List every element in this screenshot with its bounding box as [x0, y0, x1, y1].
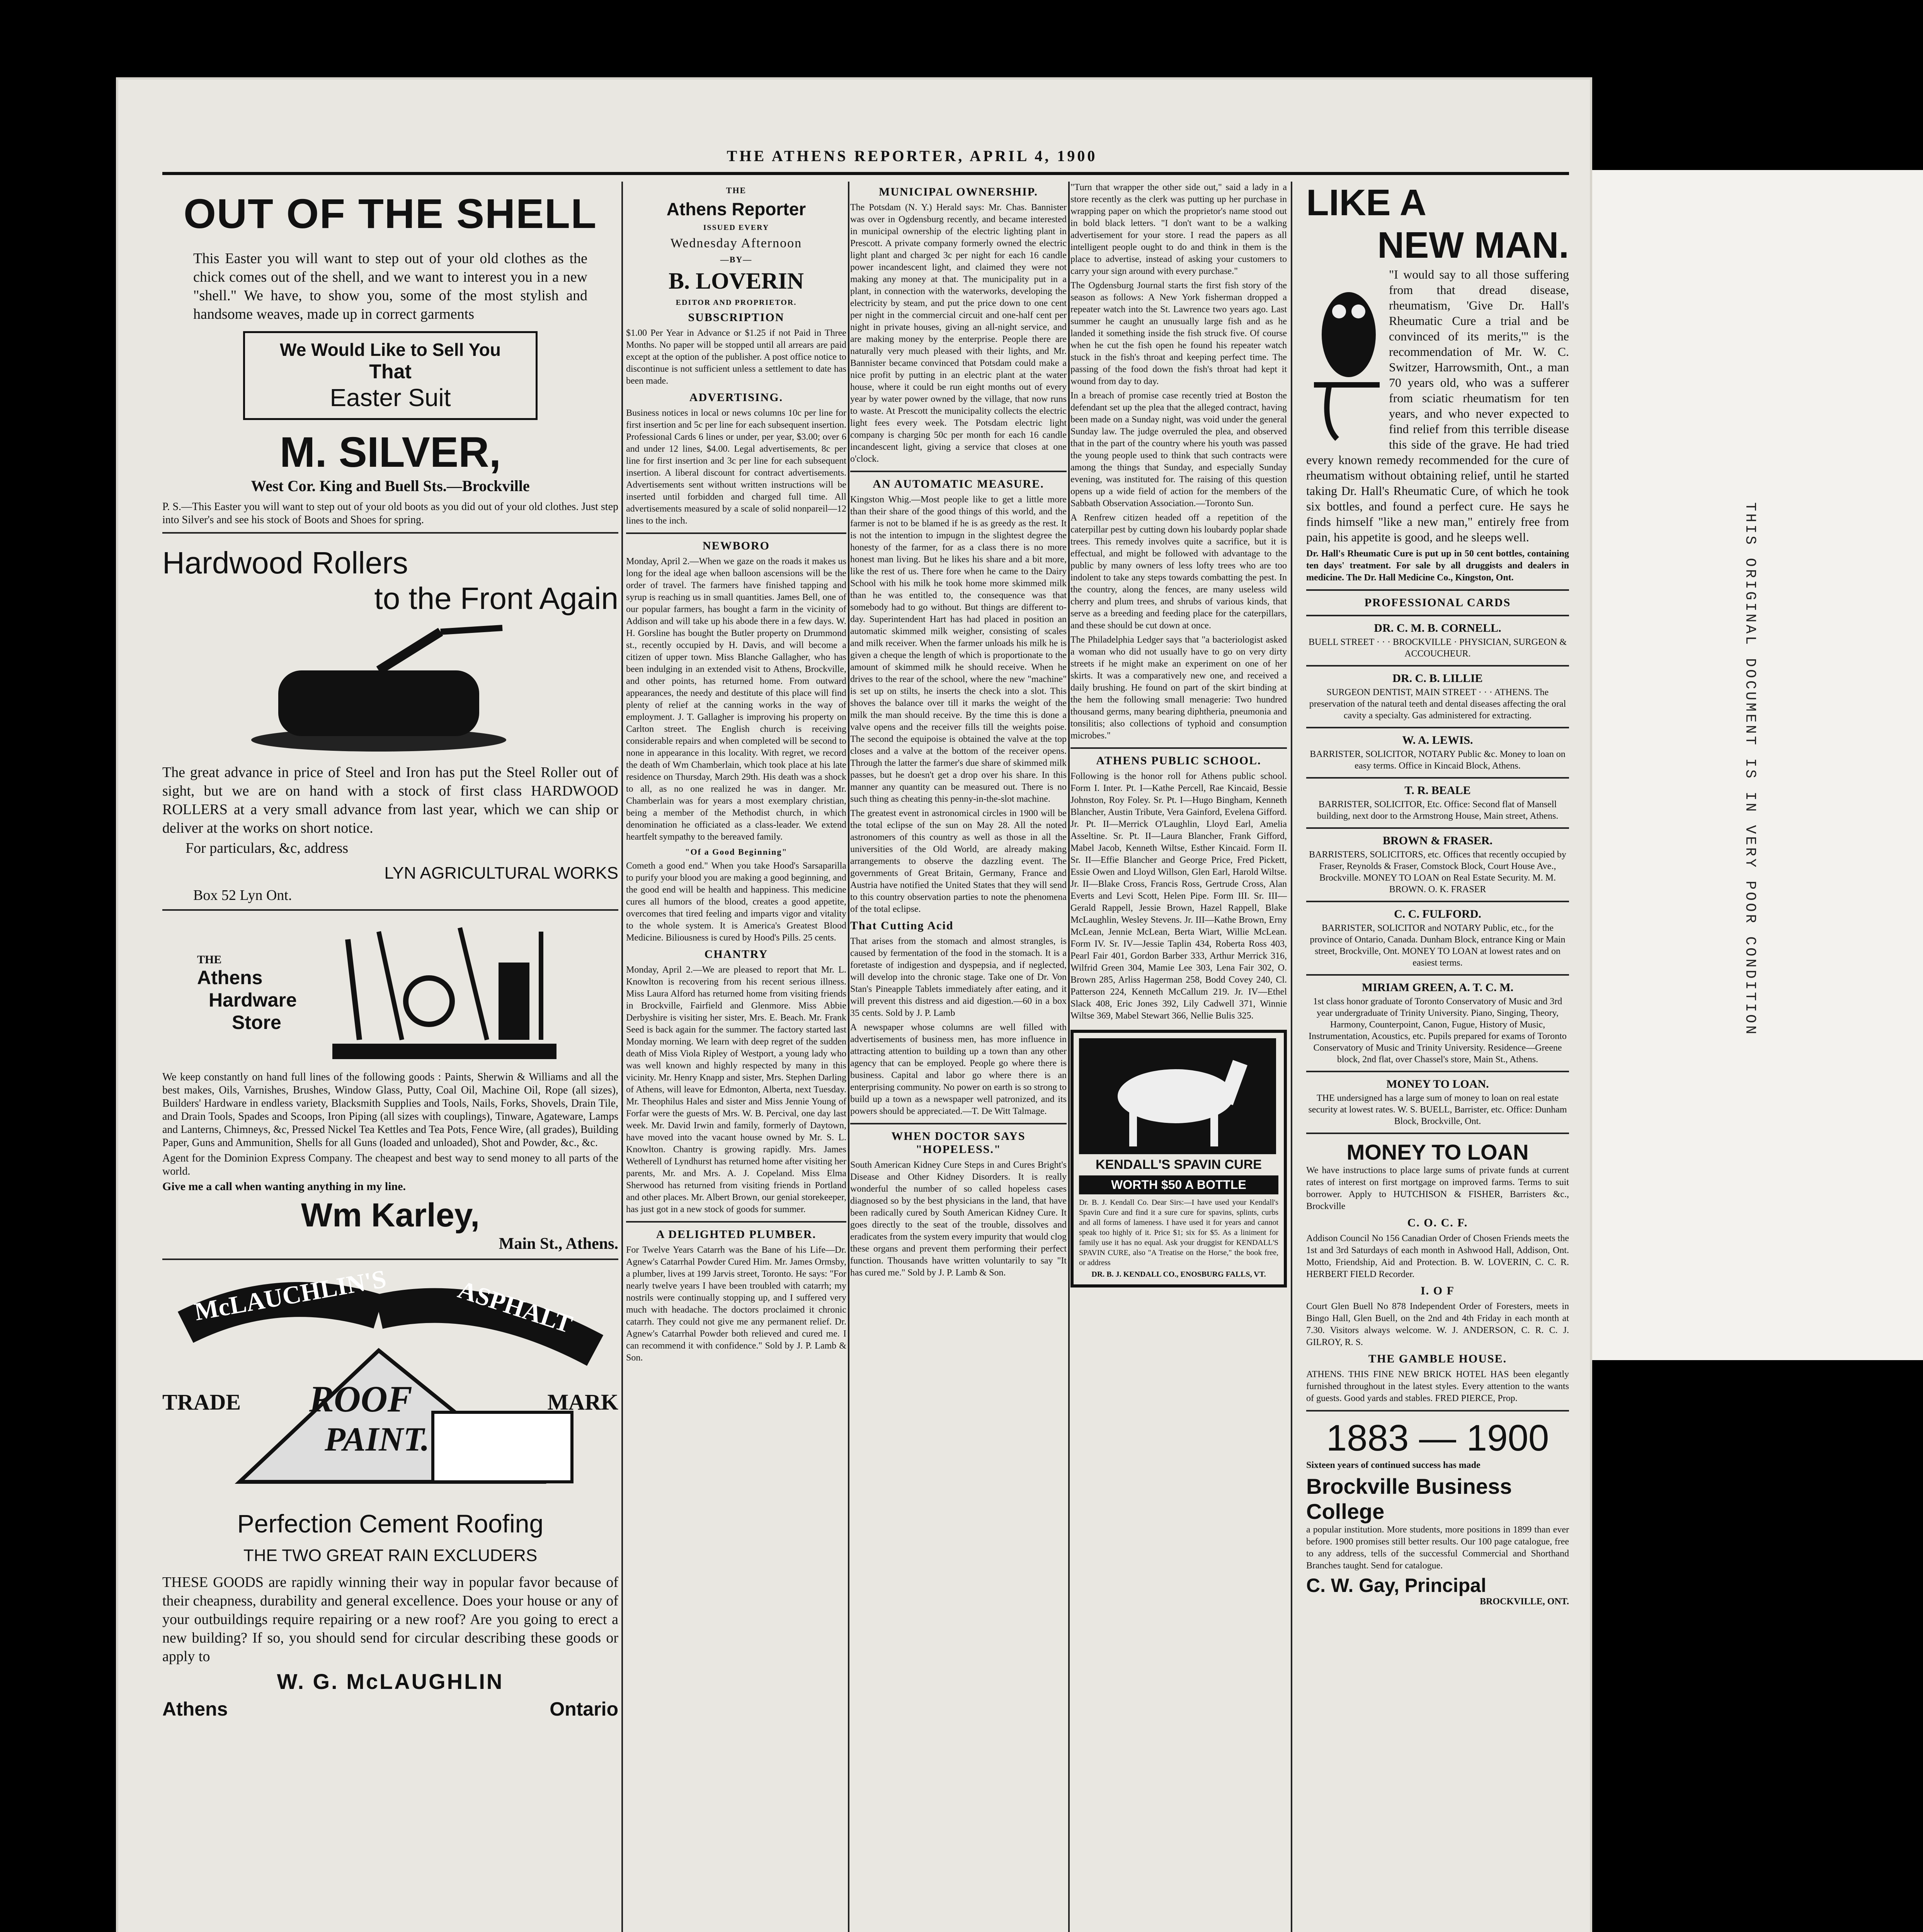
professional-card — [1306, 672, 1569, 728]
card-title: W. A. LEWIS. — [1402, 734, 1473, 747]
hardware-athens: Athens — [197, 967, 263, 988]
rollers-line2: to the Front Again — [374, 581, 618, 616]
divider — [1306, 1133, 1569, 1134]
column-rule — [621, 182, 623, 1932]
chantry-text: Monday, April 2.—We are pleased to report that Mr. L. Knowlton is recovering from his recent serious illness. Miss Laura Alford has returned home from visiting friends in Brockville, Fairfield and Glenmore. Miss Abbie Derbyshire is visiting her sister, Mrs. E. Beach. Mr. Frank Seed is back again for the summer. The factory started last Monday morning. We learn with deep regret of the sudden death of Miss Viola Ripley of Westport, a young lady who was well known and highly respected by many in this vicinity. Mr. Henry Knapp and sister, Mrs. Stephen Darling of Athens, will leave for Edmonton, Alberta, next Tuesday. Mr. Theophilus Hales and sister and Miss Jennie Young of Forfar were the guests of Mrs. W. B. Percival, one day last week. Mr. David Irwin and family, formerly of Daytown, have moved into the vacant house owned by Mr. S. L. Knowlton. Chantry is growing rapidly. Mrs. James Wetherell of Lyndhurst has returned home after visiting her parents, Mr. and Mrs. A. J. Copeland. Miss Elma Sherwood has returned from visiting friends in Portland and other places. Mr. Albert Brown, our genial storekeeper, has just got in a new stock of goods for summer. — [626, 965, 846, 1214]
divider — [162, 909, 618, 911]
newboro-text: Monday, April 2.—When we gaze on the roads it makes us long for the ideal age when balloon ascensions will be the order of travel. The farmers have finished tapping and syrup is reaching us in small quantities. James Bell, one of our popular farmers, has bought a farm in the vicinity of Addison and will take up his abode there in a few days. W. H. Gorsline has bought the Butler property on Drummond st., recently occupied by H. Davis, and will become a citizen of upper town. Miss Blanche Gallagher, who has been indulging in an extended visit to Athens, Brockville, and other points, has returned home. From outward appearances, the needy and destitute of this place will find plenty of relief at the canning works in the way of employment. J. T. Gallagher is improving his property on Carlton street. The English church is receiving considerable repairs and when completed will be second to none in appearance in this locality. With regret, we record the death of Wm Chamberlain, which took place at his late residence on Thursday, March 29th. His death was a shock to all, as no one realized he was in danger. Mr. Chamberlain was for years a most exemplary christian, being a member of the Methodist church, in which denomination he officiated as a class-leader. We extend heartfelt sympathy to the bereaved family. — [626, 556, 846, 842]
kendall-worth: WORTH $50 A BOTTLE — [1079, 1175, 1278, 1194]
new-man-2: NEW MAN. — [1377, 224, 1569, 266]
divider — [162, 1259, 618, 1260]
rollers-text: The great advance in price of Steel and Iron has put the Steel Roller out of sight, but we are on hand with a stock of first class HARDWOOD ROLLERS at a very small advance from last year, which we can ship or deliver at the works on short notice. — [162, 764, 618, 836]
horse-illustration — [1079, 1038, 1276, 1154]
hardware-store: Store — [232, 1012, 281, 1033]
card-detail: 1st class honor graduate of Toronto Conservatory of Music and 3rd year undergraduate of Trinity University. Piano, Singing, Theory, Harmony, Counterpoint, Canon, Fugue, History of Music, Instrumentation, Acoustics, etc. Pupils prepared for exams of Toronto Conservatory of Music and Trinity University. Residence—Greene block, 2nd flat, over Chassel's store, Main St., Athens. — [1309, 997, 1567, 1065]
silver-ps: P. S.—This Easter you will want to step out of your old boots as you did out of your old clothes. Just step into Silver's and see his stock of Boots and Shoes for spring. — [162, 501, 618, 526]
mcl-trade: TRADE — [162, 1389, 241, 1415]
mcl-two: THE TWO GREAT RAIN EXCLUDERS — [243, 1546, 538, 1565]
hardware-block — [162, 916, 618, 1071]
acid-head: That Cutting Acid — [850, 919, 954, 932]
card-title: MONEY TO LOAN. — [1386, 1078, 1489, 1090]
divider — [1306, 901, 1569, 902]
column-4 — [1070, 182, 1287, 1932]
professional-card — [1306, 622, 1569, 667]
divider — [850, 471, 1067, 472]
reporter-the: THE — [726, 185, 747, 195]
card-detail: BUELL STREET · · · BROCKVILLE · PHYSICIAN, SURGEON & ACCOUCHEUR. — [1309, 637, 1567, 659]
column-rule — [1291, 182, 1292, 1932]
reporter-title: Athens Reporter — [666, 199, 806, 219]
column-2 — [626, 182, 846, 1932]
mcl-mark: MARK — [547, 1389, 618, 1415]
divider — [1306, 589, 1569, 591]
divider — [1070, 747, 1287, 749]
new-man-titles — [1306, 182, 1569, 267]
fish-text: The Ogdensburg Journal starts the first fish story of the season as follows: A New York fisherman dropped a repeater watch into the St. Lawrence two years ago. Last summer he caught an unusually large fish and as he landed it something inside the fish struck five. Of course when he cut the fish open he found his repeater watch stuck in the fish's throat and keeping perfect time. The passing of the food down the fish's throat had kept it wound from day to day. — [1070, 281, 1287, 386]
professional-card — [1306, 1078, 1569, 1134]
card-title: DR. C. B. LILLIE — [1392, 672, 1483, 685]
shell-title: OUT OF THE SHELL — [184, 190, 597, 237]
mcl-cement: Perfection Cement Roofing — [237, 1509, 544, 1538]
wrapper-text: "Turn that wrapper the other side out," said a lady in a store recently as the clerk was putting up her purchase in wrapping paper on which the proprietor's name stood out in bold black letters. "I don't want to be a walking advertisement for your store. I read the papers as all intelligent people ought to do and think in them is the place to advertise, instead of asking your customers to carry your sign around with every purchase." — [1070, 182, 1287, 276]
kendall-address: DR. B. J. KENDALL CO., ENOSBURG FALLS, VT. — [1091, 1270, 1266, 1279]
new-man-1: LIKE A — [1306, 182, 1427, 223]
new-man-header — [1306, 182, 1569, 267]
hardware-name — [162, 953, 325, 1034]
card-detail: BARRISTER, SOLICITOR and NOTARY Public, etc., for the province of Ontario, Canada. Dunham Block, entrance King or Main street, Brockville, Ont. MONEY TO LOAN at lowest rates and on easiest terms. — [1310, 923, 1566, 968]
divider — [1306, 827, 1569, 829]
card-title: DR. C. M. B. CORNELL. — [1374, 622, 1501, 634]
column-3 — [850, 182, 1067, 1932]
card-detail: BARRISTER, SOLICITOR, NOTARY Public &c. Money to loan on easy terms. Office in Kincaid Block, Athens. — [1310, 749, 1566, 771]
college-city: BROCKVILLE, ONT. — [1480, 1597, 1569, 1607]
renfrew-text: A Renfrew citizen headed off a repetition of the caterpillar pest by cutting down his loubardy poplar shade trees. This remedy involves quite a sacrifice, but it is effectual, and might be followed with advantage to the public by many owners of less lofty trees who are too indolent to take any steps towards combatting the pest. In the country, along the fences, are many useless wild cherry and plum trees, and shrubs of various kinds, that serve as a breeding and feeding place for the caterpillars, and these should be cut down at once. — [1070, 513, 1287, 631]
cocf-head: C. O. C. F. — [1407, 1216, 1468, 1229]
eclipse-text: The greatest event in astronomical circles in 1900 will be the total eclipse of the sun on May 28. All the noted astronomers of this country as well as those in all the universities of the Old World, are already making arrangements to observe the dazzling event. The governments of Great Britain, Germany, France and Austria have notified the United States that they will send to this country observation parties to note the phenomena of the total eclipse. — [850, 808, 1067, 914]
column-rule — [848, 182, 849, 1932]
sell-box-line1: We Would Like to Sell You — [280, 340, 501, 360]
silver-address: West Cor. King and Buell Sts.—Brockville — [251, 477, 530, 495]
rollers-works: LYN AGRICULTURAL WORKS — [384, 864, 618, 883]
cocf-text: Addison Council No 156 Canadian Order of Chosen Friends meets the 1st and 3rd Saturdays of each month in Ashwood Hall, Addison, Ont. Motto, Friendship, Aid and Protection. B. W. LOVERIN, C. C. R. HERBERT FIELD Recorder. — [1306, 1233, 1569, 1279]
kendall-text: Dr. B. J. Kendall Co. Dear Sirs:—I have used your Kendall's Spavin Cure and find it a sure cure for spavins, splints, curbs and all forms of lameness. I have used it for years and cannot speak too highly of it. Price $1; six for $5. As a liniment for family use it has no equal. Ask your druggist for KENDALL'S SPAVIN CURE, also "A Treatise on the Horse," the book free, or address — [1079, 1198, 1278, 1267]
divider — [1306, 1071, 1569, 1072]
mcl-text: THESE GOODS are rapidly winning their way in popular favor because of their cheapness, durability and general excellence. Does your house or any of your outbuildings require repairing or a new roof? Are you going to erect a new building? If so, you should send for circular describing these goods or apply to — [162, 1574, 618, 1665]
money-text: We have instructions to place large sums of private funds at current rates of interest on first mortgage on improved farms. Terms to suit borrower. Apply to HUTCHISON & FISHER, Barristers &c., Brockville — [1306, 1165, 1569, 1211]
card-detail: BARRISTER, SOLICITOR, Etc. Office: Second flat of Mansell building, next door to the Armstrong House, Main street, Athens. — [1317, 799, 1559, 821]
reporter-editor-role: EDITOR AND PROPRIETOR. — [676, 298, 797, 307]
masthead-rule — [162, 172, 1569, 175]
kendall-label: KENDALL'S SPAVIN CURE — [1096, 1157, 1262, 1172]
reporter-by: —BY— — [720, 255, 752, 264]
asphalt-logo — [162, 1265, 618, 1497]
professional-card — [1306, 908, 1569, 976]
advertising-text: Business notices in local or news columns 10c per line for first insertion and 5c per line for each subsequent insertion. Professional Cards 6 lines or under, per year, $3.00; over 6 and under 12 lines, $4.00. Legal advertisements, 8c per line for first insertion and 3c per line for each subsequent insertion. A liberal discount for contract advertisements. Advertisements sent without written instructions will be inserted until forbidden and charged full time. All advertisements measured by a scale of solid nonpareil—12 lines to the inch. — [626, 408, 846, 526]
professional-card — [1306, 784, 1569, 829]
new-man-text: "I would say to all those suffering from that dread disease, rheumatism, 'Give Dr. Hall's Rheumatic Cure a trial and be convinced of its merits,'" is the recommendation of Mr. W. C. Switzer, Harrowsmith, Ont., a man 70 years old, who was a sufferer from sciatic rheumatism for ten years, and who never expected to find relief from this terrible disease this side of the grave. He had tried every known remedy recommended for the cure of rheumatism without obtaining relief, until he started taking Dr. Hall's Rheumatic Cure, of which he took six bottles, and found a perfect cure. He says he finds himself "like a new man," entirely free from pain, his appetite is good, and he sleeps well. — [1306, 267, 1569, 544]
mcl-ontario: Ontario — [550, 1698, 618, 1720]
newspaper-text: A newspaper whose columns are well filled with advertisements of business men, has more influence in attracting attention to building up a town than any other agency that can be employed. People go where there is business. Capital and labor go where there is an enterprising community. No power on earth is so strong to build up a town as a newspaper well patronized, and its powers should be appreciated.—T. De Witt Talmage. — [850, 1022, 1067, 1116]
iof-text: Court Glen Buell No 878 Independent Order of Foresters, meets in Bingo Hall, Glen Buell, on the 2nd and 4th Friday in each month at 7.30. Visitors always welcome. W. J. ANDERSON, C. R. C. J. GILROY, R. S. — [1306, 1301, 1569, 1347]
silver-name: M. SILVER, — [279, 429, 501, 476]
column-rule — [1068, 182, 1070, 1932]
card-title: MIRIAM GREEN, A. T. C. M. — [1361, 981, 1514, 994]
acid-text: That arises from the stomach and almost strangles, is caused by fermentation of the food in the stomach. It is a foretaste of indigestion and dyspepsia, and if neglected, will develop into the chronic stage. Take one of Dr. Von Stan's Pineapple Tablets immediately after eating, and it will prevent this distress and aid digestion.—60 in a box 35 cents. Sold by J. P. Lamb — [850, 936, 1067, 1018]
professional-cards — [1306, 622, 1569, 1134]
professional-card — [1306, 834, 1569, 902]
sell-box-line3: Easter Suit — [330, 384, 451, 412]
rollers-line1: Hardwood Rollers — [162, 546, 408, 580]
mcl-banner-left: McLAUCHLIN'S — [192, 1264, 388, 1327]
column-1 — [162, 182, 618, 1932]
gamble-head: THE GAMBLE HOUSE. — [1368, 1352, 1507, 1365]
mcl-banner-right: ASPHALT — [454, 1275, 576, 1339]
professional-card — [1306, 734, 1569, 779]
reporter-day: Wednesday Afternoon — [670, 236, 802, 250]
mcl-athens: Athens — [162, 1698, 228, 1720]
hardware-text: We keep constantly on hand full lines of the following goods : Paints, Sherwin & Williams and all the best makes, Oils, Varnishes, Brushes, Window Glass, Putty, Coal Oil, Machine Oil, Rope (all sizes), Builders' Hardware in endless variety, Blacksmith Supplies and Tools, Nails, Forks, Shovels, Drain Tile, and Drain Tools, Spades and Scoops, Iron Piping (all sizes with couplings), Tinware, Agateware, Lamps and Lanterns, Chimneys, &c, Pressed Nickel Tea Kettles and Tea Pots, Fence Wire, (all grades), Building Paper, Guns and Ammunition, Shells for all Guns (loaded and unloaded), Shot and Powder, &c., &c. — [162, 1071, 618, 1149]
municipal-head: MUNICIPAL OWNERSHIP. — [879, 185, 1038, 198]
divider — [626, 532, 846, 534]
hall-note: Dr. Hall's Rheumatic Cure is put up in 50 cent bottles, containing ten days' treatment. For sale by all druggists and dealers in medicine. The Dr. Hall Medicine Co., Kingston, Ont. — [1306, 549, 1569, 583]
rollers-box: Box 52 Lyn Ont. — [193, 887, 292, 903]
card-detail: BARRISTERS, SOLICITORS, etc. Offices that recently occupied by Fraser, Reynolds & Fraser, Comstock Block, Court House Ave., Brockville. MONEY TO LOAN on Real Estate Security. M. M. BROWN. O. K. FRASER — [1309, 850, 1566, 895]
easter-suit-box — [243, 331, 538, 420]
sell-box-line2: That — [369, 361, 412, 383]
condition-notice: THIS ORIGINAL DOCUMENT IS IN VERY POOR CONDITION — [1742, 502, 1758, 1037]
mcl-paint: PAINT. — [325, 1421, 430, 1458]
hardware-word: Hardware — [209, 989, 297, 1011]
divider — [1306, 1410, 1569, 1412]
kendall-ad — [1070, 1030, 1287, 1287]
mcl-roof: ROOF — [309, 1378, 412, 1420]
tools-illustration — [325, 916, 564, 1071]
card-title: BROWN & FRASER. — [1382, 834, 1493, 847]
roller-illustration — [162, 616, 618, 763]
ledger-text: The Philadelphia Ledger says that "a bacteriologist asked a woman who did not usually have to go on very dirty streets if he might make an experiment on one of her skirts. It was a comparatively new one, and received a daily brushing. He found on part of the skirt binding at the hem the following small menagerie: Two hundred thousand germs, many bearing diphtheria, pneumonia and tonsilitis; also collections of typhoid and consumption microbes." — [1070, 635, 1287, 741]
hardware-call: Give me a call when wanting anything in my line. — [162, 1180, 406, 1193]
advertising-head: ADVERTISING. — [689, 391, 783, 404]
reporter-editor: B. LOVERIN — [668, 268, 804, 294]
chantry-head: CHANTRY — [704, 948, 768, 961]
divider — [1306, 727, 1569, 728]
divider — [162, 532, 618, 534]
rollers-particulars: For particulars, &c, address — [185, 840, 349, 856]
hardware-the: THE — [197, 953, 222, 966]
mcl-location — [162, 1698, 618, 1720]
college-principal: C. W. Gay, Principal — [1306, 1575, 1486, 1596]
karley-name: Wm Karley, — [301, 1197, 480, 1234]
reporter-issued: ISSUED EVERY — [703, 223, 769, 232]
college-name: Brockville Business College — [1306, 1474, 1512, 1524]
measure-text: Kingston Whig.—Most people like to get a little more than their share of the good things of this world, and the farmer is not to be blamed if he is as greedy as the rest. It is not the intention to impugn in the slightest degree the honesty of the farmer, for as a class there is no more honest man living. But he likes his share and a bit more, like the rest of us. There fore when he came to the Dairy School with his milk he took home more skimmed milk than he was entitled to, the consequence was that somebody had to go without. But things are different to-day. Superintendent Hart has had placed in position an automatic skimmed milk weigher, consisting of scales and milk receiver. When the farmer unloads his milk he is given a cheque the length of which is proportionate to the amount of skimmed milk he should receive. When he drives to the rear of the school, where the new "machine" is set up on stilts, he inserts the check into a slot. This shoves the balance over till it marks the weight of the milk the man should receive. By the time this is done a valve opens and the receiver fills till the weights poise. The second the equipoise is obtained the valve at the top closes and a valve at the bottom of the receiver opens. Through the latter the farmer's due share of skimmed milk passes, but he doesn't get a drop over his share. In this manner any quantity can be measured out. There is no such thing as cheating this penny-in-the-slot machine. — [850, 495, 1067, 804]
column-5 — [1306, 182, 1569, 1932]
college-years: 1883 — 1900 — [1326, 1417, 1549, 1459]
plumber-text: For Twelve Years Catarrh was the Bane of his Life—Dr. Agnew's Catarrhal Powder Cured Him. Mr. James Ormsby, a plumber, lives at 199 Jarvis street, Toronto. He says: "For nearly twelve years I have been troubled with catarrh; my nostrils were continually stopping up, and I suffered very much with headache. The doctors proclaimed it chronic catarrh. They could not give me any permanent relief. Dr. Agnew's Catarrhal Powder both relieved and cured me. I can recommend it with confidence." Sold by J. P. Lamb & Son. — [626, 1245, 846, 1363]
divider — [626, 1221, 846, 1223]
hopeless-head: WHEN DOCTOR SAYS "HOPELESS." — [891, 1130, 1026, 1156]
card-title: T. R. BEALE — [1404, 784, 1471, 797]
divider — [1306, 777, 1569, 779]
good-beginning-text: Cometh a good end." When you take Hood's Sarsaparilla to purify your blood you are making a good beginning, and the good end will be health and happiness. This medicine cures all humors of the blood, creates a good appetite, overcomes that tired feeling and imparts vigor and vitality to the whole system. It is America's Greatest Blood Medicine. Biliousness is cured by Hood's Pills. 25 cents. — [626, 861, 846, 943]
hopeless-text: South American Kidney Cure Steps in and Cures Bright's Disease and Other Kidney Disorders. It is really wonderful the number of so called hopeless cases diagnosed so by the best physicians in the land, that have been radically cured by South American Kidney Cure. It goes directly to the seat of the trouble, dissolves and eradicates from the system every impurity that would clog these organs and prevent them performing their perfect function. Thousands have written voluntarily to say "It has cured me." Sold by J. P. Lamb & Son. — [850, 1160, 1067, 1278]
subscription-text: $1.00 Per Year in Advance or $1.25 if not Paid in Three Months. No paper will be stopped until all arrears are paid except at the option of the publisher. A post office notice to discontinue is not sufficient unless a settlement to date has been made. — [626, 328, 846, 386]
karley-address: Main St., Athens. — [499, 1235, 618, 1253]
shell-text: This Easter you will want to step out of your old clothes as the chick comes out of the shell, and we want to interest you in a new "shell." We have, to show you, some of the most stylish and handsome weaves, made up in correct garments — [193, 250, 587, 322]
mcl-name: W. G. McLAUGHLIN — [277, 1669, 504, 1694]
measure-head: AN AUTOMATIC MEASURE. — [873, 478, 1044, 490]
card-detail: SURGEON DENTIST, MAIN STREET · · · ATHENS. The preservation of the natural teeth and dental diseases affecting the oral cavity a specialty. Gas administered for extracting. — [1309, 687, 1566, 721]
sunday-text: In a breach of promise case recently tried at Boston the defendant set up the plea that the alleged contract, having been made on a Sunday night, was void under the general Sunday law. The judge overruled the plea, and observed that in the part of the country where his youth was passed the young people used to think that such contracts were among the things that Sunday, and especially Sunday evening, was instituted for. The raising of this question opens up a wide field of action for the members of the Sabbath Observation Association.—Toronto Sun. — [1070, 391, 1287, 509]
newboro-head: NEWBORO — [702, 539, 770, 552]
card-title: C. C. FULFORD. — [1394, 908, 1481, 920]
divider — [1306, 665, 1569, 667]
college-intro: Sixteen years of continued success has made — [1306, 1460, 1481, 1470]
college-text: a popular institution. More students, more positions in 1899 than ever before. 1900 promises still better results. Our 100 page catalogue, free to any address, tells of the successful Commercial and Shorthand Branches taught. Send for catalogue. — [1306, 1525, 1569, 1571]
professional-head: PROFESSIONAL CARDS — [1364, 596, 1511, 609]
professional-card — [1306, 981, 1569, 1072]
iof-head: I. O F — [1421, 1284, 1455, 1297]
divider — [1306, 974, 1569, 976]
good-beginning-head: "Of a Good Beginning" — [685, 847, 788, 857]
divider — [850, 1123, 1067, 1124]
divider — [1306, 615, 1569, 616]
hardware-agent: Agent for the Dominion Express Company. The cheapest and best way to send money to all parts of the world. — [162, 1152, 618, 1177]
municipal-text: The Potsdam (N. Y.) Herald says: Mr. Chas. Bannister was over in Ogdensburg recently, and became interested in municipal ownership of the electric lighting plant in Prescott. A private company formerly owned the electric light plant and charged 3c per night for each 16 candle power incandescent light, and claimed they were not making any money at that. The municipality put in a plant, in connection with the waterworks, developing the electricity by steam, and put the price down to one cent per night in the commercial circuit and one-half cent per night in private houses, giving an all-night service, and are making money by the enterprise. People there are naturally very much pleased with their lights, and Mr. Bannister became convinced that Potsdam could make a nice profit by putting in an electric plant at the water house, where it could be run eight months out of every year by water power owned by the village, that now runs to waste. At Prescott the municipality collects the electric light fees every week. The Potsdam electric light company is charging 50c per month for each 16 candle incandescent light, giving a service that closes at one o'clock. — [850, 202, 1067, 464]
subscription-head: SUBSCRIPTION — [688, 311, 785, 324]
owl-illustration — [1306, 269, 1384, 447]
school-text: Following is the honor roll for Athens public school. Form I. Inter. Pt. I—Kathe Percell, Rae Kincaid, Bessie Johnston, Roy Foley. Sr. Pt. I—Hugo Bingham, Kenneth Blancher, Austin Tribute, Vera Gainford, Evelena Gifford. Jr. Pt. II—Merrick O'Laughlin, Lloyd Earl, Amelia Asseltine. Sr. Pt. II—Laura Blancher, Frank Gifford, Mabel Jacob, Kenneth Wiltse, Esther Kincaid. Form II. Sr. II—Effie Blancher and George Price, Fred Pickett, Essie Owen and Lloyd Willson, Glen Earl, Harold Wiltse. Jr. II—Blake Cross, Francis Ross, Gertrude Cross, Alan Everts and Levi Scott, Helen Pipe. Form III. Sr. III—Gerald Rappell, Jessie Brown, Hazel Rappell, Blake McLaughlin, Wesley Stevens. Jr. III—Kathe Brown, Erny McLean, Jennie McLean, Berta Wiart, Willie McLean. Form IV. Sr. IV—Jessie Taplin 434, Roberta Ross 403, Pearl Fair 401, Gordon Barber 333, Arthur Merrick 316, Wilfrid Green 304, Mamie Lee 303, Lena Fair 302, O. Brown 285, Arliss Hagerman 258, Bodd Covey 240, Cl. Patterson 224, Kenneth McCallum 219. Jr. IV—Ethel Slack 408, Eric Jones 392, Lily Cadwell 371, Winnie Wiltse 369, Mabel Stewart 366, Nellie Bulis 325. — [1070, 771, 1287, 1021]
plumber-head: A DELIGHTED PLUMBER. — [656, 1228, 817, 1241]
gamble-text: ATHENS. THIS FINE NEW BRICK HOTEL HAS been elegantly furnished throughout in the latest styles. Every attention to the wants of guests. Good yards and stables. FRED PIERCE, Prop. — [1306, 1369, 1569, 1403]
card-detail: THE undersigned has a large sum of money to loan on real estate security at lowest rates. W. S. BUELL, Barrister, etc. Office: Dunham Block, Brockville, Ont. — [1308, 1093, 1567, 1126]
money-head: MONEY TO LOAN — [1346, 1140, 1529, 1164]
school-head: ATHENS PUBLIC SCHOOL. — [1096, 754, 1261, 767]
masthead: THE ATHENS REPORTER, APRIL 4, 1900 — [727, 147, 1098, 165]
